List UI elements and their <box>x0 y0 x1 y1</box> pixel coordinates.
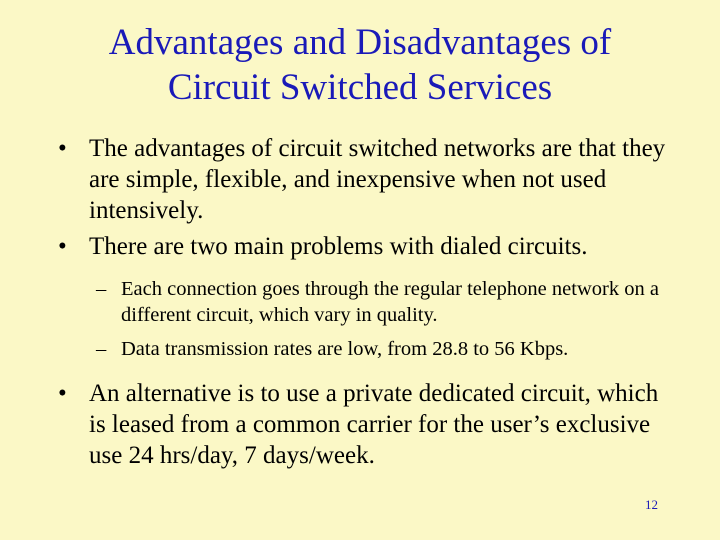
page-number: 12 <box>645 497 658 512</box>
sub-bullet-text: Data transmission rates are low, from 28.8 to 56 Kbps. <box>121 338 569 360</box>
bullet-text: There are two main problems with dialed circuits. <box>89 233 588 260</box>
dash-mark: – <box>96 338 107 360</box>
dash-mark: – <box>96 278 107 300</box>
sub-bullet-item <box>0 336 681 362</box>
bullet-text: An alternative is to use a private dedicated circuit, which is leased from a common carrier for the user’s exclusive use 24 hrs/day, 7 days/week. <box>89 380 659 469</box>
bullet-mark: • <box>58 380 67 407</box>
bullet-mark: • <box>58 135 67 162</box>
title-line-2: Circuit Switched Services <box>167 67 553 108</box>
bullet-item <box>0 378 679 471</box>
sub-bullet-item <box>0 276 681 328</box>
slide-body <box>0 133 720 471</box>
bullet-mark: • <box>58 233 67 260</box>
bullet-item <box>0 231 679 262</box>
sub-bullet-text: Each connection goes through the regular telephone network on a different circuit, which vary in quality. <box>121 278 659 326</box>
slide-title <box>40 20 680 110</box>
title-line-1: Advantages and Disadvantages of <box>108 22 612 63</box>
bullet-text: The advantages of circuit switched networks are that they are simple, flexible, and inexpensive when not used intensively. <box>89 135 666 224</box>
bullet-item <box>0 133 679 226</box>
